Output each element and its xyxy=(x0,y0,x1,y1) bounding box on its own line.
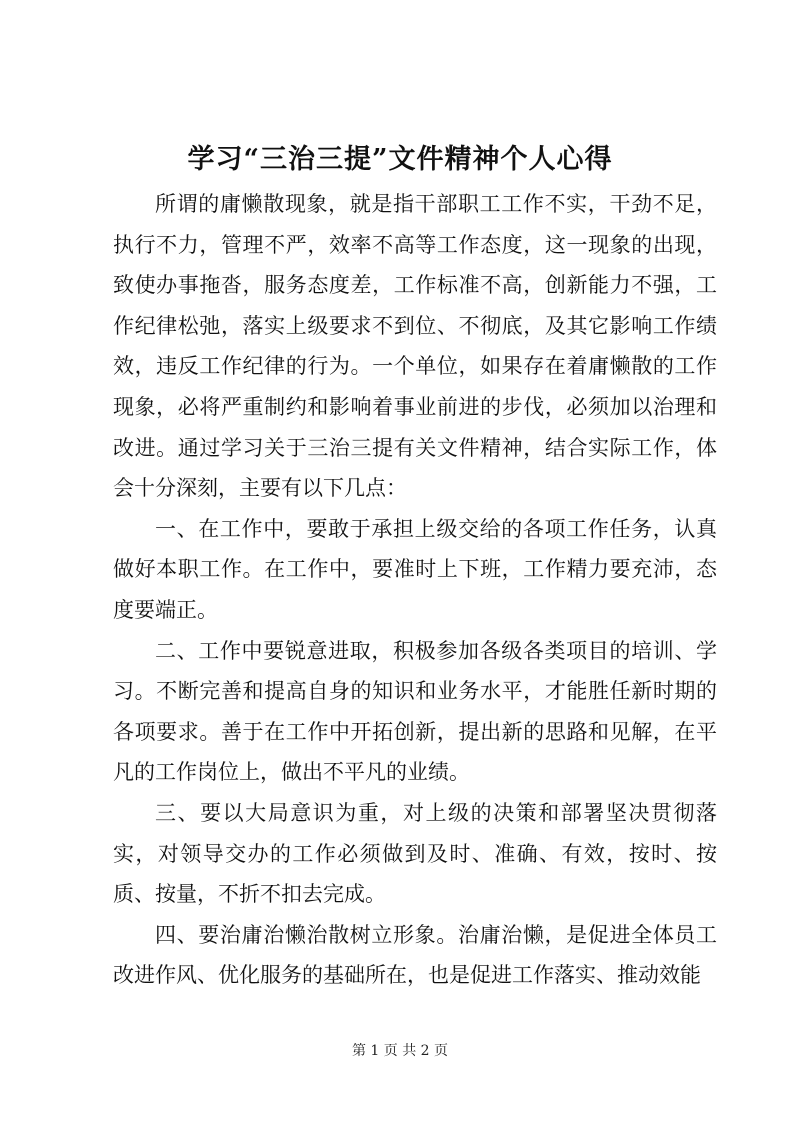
paragraph-point-3: 三、要以大局意识为重，对上级的决策和部署坚决贯彻落实，对领导交办的工作必须做到及时、准确、有效，按时、按质、按量，不折不扣去完成。 xyxy=(113,800,717,907)
document-body xyxy=(113,184,717,996)
paragraph-intro: 所谓的庸懒散现象，就是指干部职工工作不实，干劲不足，执行不力，管理不严，效率不高等工作态度，这一现象的出现，致使办事拖沓，服务态度差，工作标准不高，创新能力不强，工作纪律松弛，落实上级要求不到位、不彻底，及其它影响工作绩效，违反工作纪律的行为。一个单位，如果存在着庸懒散的工作现象，必将严重制约和影响着事业前进的步伐，必须加以治理和改进。通过学习关于三治三提有关文件精神，结合实际工作，体会十分深刻，主要有以下几点： xyxy=(113,192,717,501)
paragraph-point-2: 二、工作中要锐意进取，积极参加各级各类项目的培训、学习。不断完善和提高自身的知识和业务水平，才能胜任新时期的各项要求。善于在工作中开拓创新，提出新的思路和见解，在平凡的工作岗位上，做出不平凡的业绩。 xyxy=(113,638,717,785)
page-footer: 第 1 页 共 2 页 xyxy=(351,1043,449,1059)
document-title: 学习“三治三提”文件精神个人心得 xyxy=(187,144,613,175)
paragraph-point-4: 四、要治庸治懒治散树立形象。治庸治懒，是促进全体员工改进作风、优化服务的基础所在，也是促进工作落实、推动效能 xyxy=(113,922,717,988)
paragraph-point-1: 一、在工作中，要敢于承担上级交给的各项工作任务，认真做好本职工作。在工作中，要准时上下班，工作精力要充沛，态度要端正。 xyxy=(113,516,717,622)
